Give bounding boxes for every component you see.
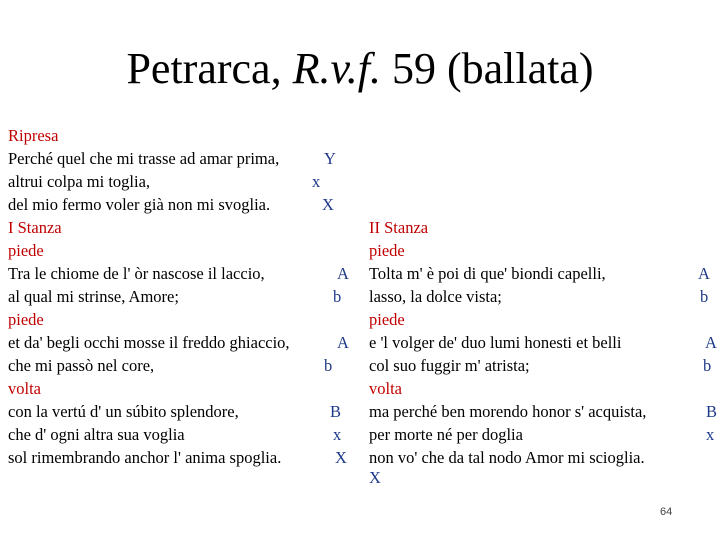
verse-line: non vo' che da tal nodo Amor mi scioglia. — [369, 448, 645, 467]
verse-line: per morte né per doglia — [369, 425, 523, 444]
verse-line: et da' begli occhi mosse il freddo ghiaccio, — [8, 333, 290, 352]
rhyme-mark: A — [337, 264, 349, 283]
verse-line: sol rimembrando anchor l' anima spoglia. — [8, 448, 282, 467]
rhyme-mark: x — [333, 425, 342, 444]
section-label-volta: volta — [8, 379, 41, 398]
verse-line: Tra le chiome de l' òr nascose il laccio, — [8, 264, 265, 283]
rhyme-mark: X — [369, 468, 381, 487]
rhyme-mark: b — [324, 356, 333, 375]
verse-line: che mi passò nel core, — [8, 356, 155, 375]
section-label-piede: piede — [8, 310, 44, 329]
verse-line: lasso, la dolce vista; — [369, 287, 502, 306]
verse-line: che d' ogni altra sua voglia — [8, 425, 185, 444]
verse-line: e 'l volger de' duo lumi honesti et belli — [369, 333, 622, 352]
rhyme-mark: X — [335, 448, 347, 467]
rhyme-mark: A — [705, 333, 717, 352]
verse-line: altrui colpa mi toglia, — [8, 172, 151, 191]
rhyme-mark: x — [312, 172, 321, 191]
section-label-piede: piede — [8, 241, 44, 260]
verse-line: Perché quel che mi trasse ad amar prima, — [8, 149, 280, 168]
section-label-stanza: I Stanza — [8, 218, 62, 237]
rhyme-mark: A — [337, 333, 349, 352]
verse-line: con la vertú d' un súbito splendore, — [8, 402, 239, 421]
rhyme-mark: X — [322, 195, 334, 214]
verse-line: ma perché ben morendo honor s' acquista, — [369, 402, 647, 421]
section-label-ripresa: Ripresa — [8, 126, 59, 145]
section-label-volta: volta — [369, 379, 402, 398]
verse-line: Tolta m' è poi di que' biondi capelli, — [369, 264, 606, 283]
section-label-stanza: II Stanza — [369, 218, 429, 237]
rhyme-mark: B — [706, 402, 718, 421]
page-number: 64 — [660, 506, 673, 518]
slide-title: Petrarca, R.v.f. 59 (ballata) — [126, 44, 594, 93]
verse-line: del mio fermo voler già non mi svoglia. — [8, 195, 271, 214]
rhyme-mark: b — [703, 356, 712, 375]
rhyme-mark: A — [698, 264, 710, 283]
rhyme-mark: x — [706, 425, 715, 444]
rhyme-mark: B — [330, 402, 342, 421]
rhyme-mark: b — [333, 287, 342, 306]
section-label-piede: piede — [369, 241, 405, 260]
rhyme-mark: Y — [324, 149, 336, 168]
verse-line: al qual mi strinse, Amore; — [8, 287, 179, 306]
verse-line: col suo fuggir m' atrista; — [369, 356, 530, 375]
section-label-piede: piede — [369, 310, 405, 329]
rhyme-mark: b — [700, 287, 709, 306]
